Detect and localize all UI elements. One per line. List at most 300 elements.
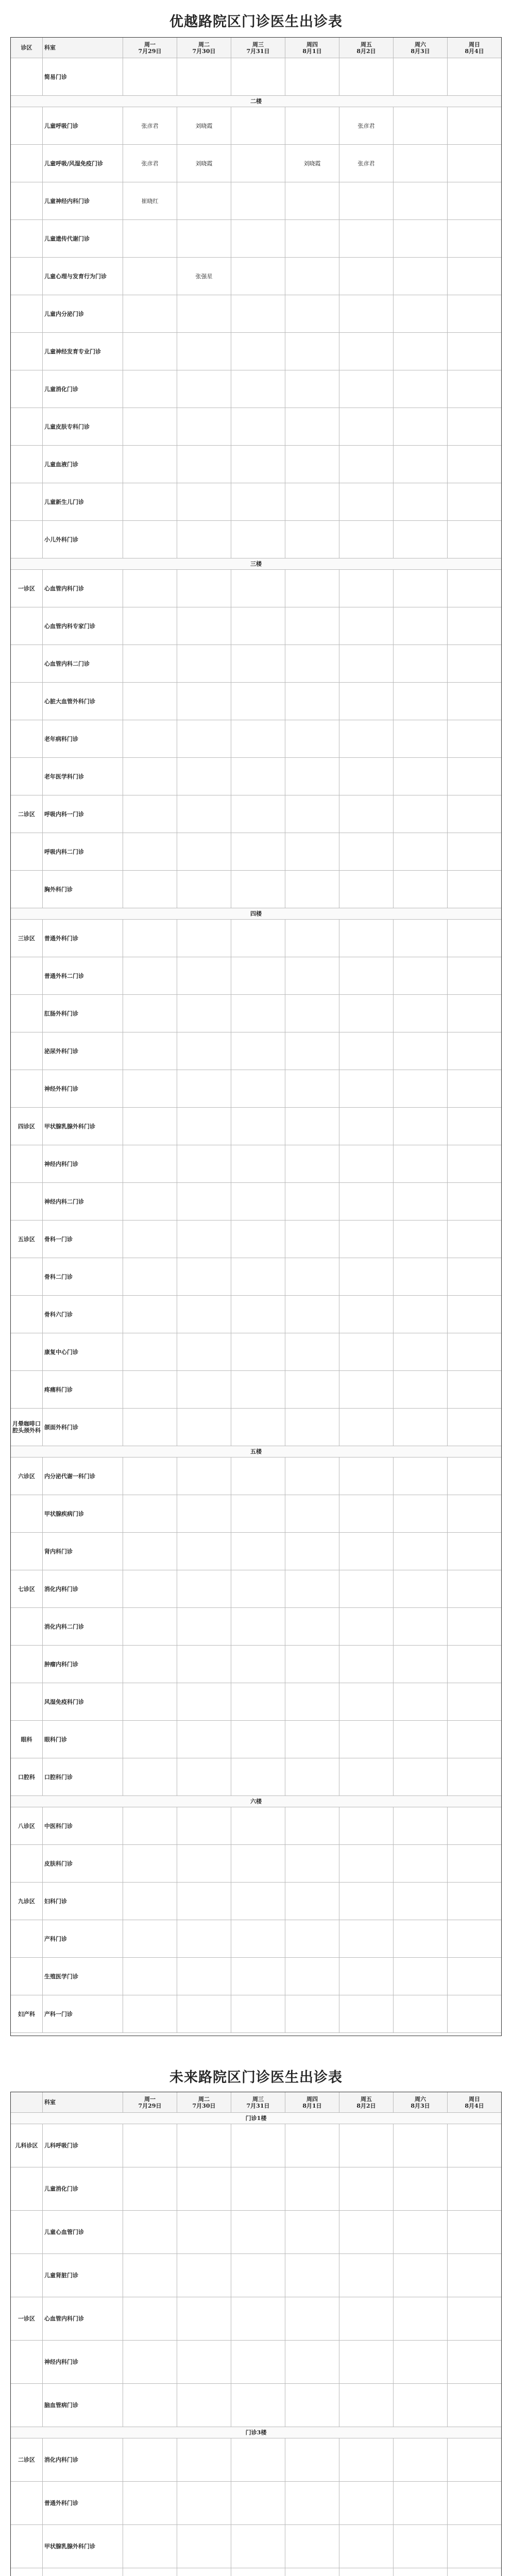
doctor-cell xyxy=(231,2568,285,2576)
doctor-cell xyxy=(339,2525,394,2568)
doctor-cell xyxy=(231,871,285,908)
doctor-cell xyxy=(177,1758,231,1795)
doctor-cell xyxy=(394,795,448,833)
doctor-cell xyxy=(177,182,231,219)
doctor-cell: 张彦君 xyxy=(123,107,177,144)
doctor-cell xyxy=(285,408,339,445)
doctor-cell xyxy=(123,1108,177,1145)
dept-cell: 风湿免疫科门诊 xyxy=(43,1683,123,1720)
doctor-cell xyxy=(231,1683,285,1720)
doctor-cell xyxy=(285,570,339,607)
table-row xyxy=(11,1371,501,1409)
doctor-cell xyxy=(285,1958,339,1995)
doctor-cell xyxy=(339,645,394,682)
table-row xyxy=(11,758,501,795)
doctor-cell xyxy=(448,2525,501,2568)
area-cell xyxy=(11,295,43,332)
doctor-cell xyxy=(231,333,285,370)
area-cell xyxy=(11,720,43,757)
doctor-cell xyxy=(123,446,177,483)
doctor-cell xyxy=(339,408,394,445)
table-row xyxy=(11,720,501,758)
doctor-cell: 崔晓红 xyxy=(123,182,177,219)
area-cell xyxy=(11,1183,43,1220)
doctor-cell xyxy=(177,871,231,908)
doctor-cell xyxy=(285,2124,339,2167)
doctor-cell xyxy=(394,2167,448,2210)
day-name: 周一 xyxy=(144,41,156,48)
doctor-cell xyxy=(231,1995,285,2032)
table-row xyxy=(11,2568,501,2576)
doctor-cell xyxy=(123,220,177,257)
doctor-cell xyxy=(285,107,339,144)
table-row xyxy=(11,258,501,295)
table-row xyxy=(11,871,501,908)
doctor-cell xyxy=(448,408,501,445)
doctor-cell xyxy=(394,871,448,908)
doctor-cell xyxy=(123,333,177,370)
doctor-cell xyxy=(394,1221,448,1258)
doctor-cell xyxy=(231,995,285,1032)
doctor-cell xyxy=(177,1333,231,1370)
doctor-cell xyxy=(177,570,231,607)
day-date: 8月2日 xyxy=(356,47,376,55)
doctor-cell xyxy=(394,1258,448,1295)
doctor-cell xyxy=(448,795,501,833)
table-row xyxy=(11,1258,501,1296)
doctor-cell xyxy=(394,1995,448,2032)
doctor-cell xyxy=(339,1920,394,1957)
doctor-cell xyxy=(285,720,339,757)
table-row xyxy=(11,2525,501,2568)
doctor-cell xyxy=(339,758,394,795)
doctor-cell xyxy=(448,182,501,219)
doctor-cell xyxy=(177,1458,231,1495)
doctor-cell xyxy=(285,483,339,520)
doctor-cell xyxy=(394,220,448,257)
doctor-cell xyxy=(123,58,177,95)
doctor-cell xyxy=(339,1883,394,1920)
day-name: 周三 xyxy=(252,41,264,48)
doctor-cell xyxy=(339,795,394,833)
dept-cell: 心脏大血管外科门诊 xyxy=(43,683,123,720)
doctor-cell xyxy=(448,1409,501,1446)
day-name: 周二 xyxy=(198,41,210,48)
area-cell xyxy=(11,645,43,682)
table-header xyxy=(11,38,501,58)
doctor-cell xyxy=(448,1721,501,1758)
dept-cell: 产科一门诊 xyxy=(43,1995,123,2032)
table-row xyxy=(11,1570,501,1608)
doctor-cell xyxy=(123,2568,177,2576)
dept-cell: 儿童神经发育专业门诊 xyxy=(43,333,123,370)
table-row xyxy=(11,521,501,558)
doctor-cell xyxy=(231,1758,285,1795)
doctor-cell xyxy=(339,2254,394,2297)
doctor-cell xyxy=(394,2384,448,2427)
doctor-cell xyxy=(123,570,177,607)
header-day xyxy=(177,2092,231,2112)
doctor-cell xyxy=(177,833,231,870)
doctor-cell xyxy=(123,1296,177,1333)
doctor-cell xyxy=(231,145,285,182)
doctor-cell xyxy=(394,1807,448,1844)
doctor-cell xyxy=(285,1758,339,1795)
doctor-cell xyxy=(123,957,177,994)
dept-cell: 甲状腺乳腺外科门诊 xyxy=(43,2525,123,2568)
doctor-cell xyxy=(448,607,501,645)
doctor-cell xyxy=(394,2254,448,2297)
doctor-cell xyxy=(394,483,448,520)
dept-cell: 神经内科门诊 xyxy=(43,2341,123,2383)
table-row xyxy=(11,2384,501,2427)
doctor-cell xyxy=(339,2341,394,2383)
doctor-cell: 张彦君 xyxy=(339,145,394,182)
header-day xyxy=(231,2092,285,2112)
doctor-cell xyxy=(231,295,285,332)
table-row xyxy=(11,957,501,995)
doctor-cell xyxy=(123,2525,177,2568)
doctor-cell xyxy=(448,1183,501,1220)
doctor-cell xyxy=(285,1108,339,1145)
day-date: 7月31日 xyxy=(246,2102,270,2109)
doctor-cell xyxy=(231,2211,285,2253)
doctor-cell xyxy=(123,833,177,870)
doctor-cell xyxy=(448,758,501,795)
doctor-cell xyxy=(394,1883,448,1920)
doctor-cell xyxy=(177,220,231,257)
doctor-cell xyxy=(285,645,339,682)
doctor-cell xyxy=(448,370,501,408)
doctor-cell xyxy=(231,521,285,558)
dept-cell: 消化内科门诊 xyxy=(43,2438,123,2481)
header-dept: 科室 xyxy=(43,2092,123,2112)
dept-cell: 普通外科二门诊 xyxy=(43,957,123,994)
doctor-cell xyxy=(448,1458,501,1495)
header-day xyxy=(394,2092,448,2112)
dept-cell: 脑血管病门诊 xyxy=(43,2384,123,2427)
doctor-cell xyxy=(123,2482,177,2524)
dept-cell: 儿童新生儿门诊 xyxy=(43,483,123,520)
doctor-cell xyxy=(285,683,339,720)
dept-cell: 肛肠外科门诊 xyxy=(43,995,123,1032)
doctor-cell xyxy=(394,1183,448,1220)
doctor-cell xyxy=(123,683,177,720)
doctor-cell xyxy=(177,2341,231,2383)
doctor-cell xyxy=(123,258,177,295)
doctor-cell xyxy=(448,920,501,957)
doctor-cell xyxy=(394,408,448,445)
doctor-cell xyxy=(231,1296,285,1333)
header-day xyxy=(448,38,501,58)
section-row xyxy=(11,1446,501,1458)
doctor-cell xyxy=(177,1683,231,1720)
doctor-cell xyxy=(394,1758,448,1795)
header-day xyxy=(123,2092,177,2112)
doctor-cell xyxy=(123,1646,177,1683)
doctor-cell xyxy=(448,1608,501,1645)
doctor-cell xyxy=(339,1258,394,1295)
doctor-cell xyxy=(448,957,501,994)
doctor-cell xyxy=(448,1258,501,1295)
section-label: 五楼 xyxy=(11,1446,501,1457)
table-row xyxy=(11,570,501,607)
dept-cell: 内分泌代谢一科门诊 xyxy=(43,1458,123,1495)
dept-cell: 泌尿外科门诊 xyxy=(43,1032,123,1070)
doctor-cell xyxy=(177,920,231,957)
doctor-cell: 张彦君 xyxy=(339,107,394,144)
doctor-cell xyxy=(394,645,448,682)
doctor-cell xyxy=(231,1070,285,1107)
doctor-cell xyxy=(339,607,394,645)
doctor-cell xyxy=(339,1995,394,2032)
area-cell xyxy=(11,1333,43,1370)
dept-cell: 骨科六门诊 xyxy=(43,1296,123,1333)
doctor-cell xyxy=(177,446,231,483)
doctor-cell xyxy=(177,795,231,833)
dept-cell: 肿瘤内科门诊 xyxy=(43,1646,123,1683)
doctor-cell xyxy=(285,2254,339,2297)
doctor-cell xyxy=(285,1995,339,2032)
doctor-cell xyxy=(285,1845,339,1882)
doctor-cell xyxy=(339,1458,394,1495)
doctor-cell xyxy=(448,1333,501,1370)
day-date: 7月29日 xyxy=(138,47,162,55)
doctor-cell xyxy=(394,1608,448,1645)
doctor-cell xyxy=(448,1683,501,1720)
area-cell xyxy=(11,1145,43,1182)
doctor-cell xyxy=(339,871,394,908)
doctor-cell: 刘晓霞 xyxy=(177,145,231,182)
doctor-cell xyxy=(339,2438,394,2481)
area-cell xyxy=(11,2341,43,2383)
area-cell xyxy=(11,1258,43,1295)
area-cell xyxy=(11,58,43,95)
dept-cell: 儿童呼吸/风湿免疫门诊 xyxy=(43,145,123,182)
doctor-cell xyxy=(448,570,501,607)
table-row xyxy=(11,1646,501,1683)
doctor-cell xyxy=(394,295,448,332)
area-cell xyxy=(11,1296,43,1333)
doctor-cell xyxy=(177,2384,231,2427)
doctor-cell xyxy=(394,758,448,795)
doctor-cell xyxy=(448,145,501,182)
doctor-cell xyxy=(339,333,394,370)
doctor-cell xyxy=(231,833,285,870)
doctor-cell xyxy=(285,1570,339,1607)
doctor-cell xyxy=(339,1608,394,1645)
doctor-cell xyxy=(339,1721,394,1758)
doctor-cell xyxy=(339,1296,394,1333)
doctor-cell xyxy=(448,683,501,720)
section-row xyxy=(11,558,501,570)
table-row xyxy=(11,1533,501,1570)
table-row xyxy=(11,220,501,258)
doctor-cell xyxy=(448,446,501,483)
doctor-cell xyxy=(231,58,285,95)
doctor-cell: 刘晓霞 xyxy=(285,145,339,182)
day-date: 7月30日 xyxy=(192,2102,216,2109)
area-cell xyxy=(11,1683,43,1720)
header-day xyxy=(231,38,285,58)
area-cell xyxy=(11,2525,43,2568)
table-row xyxy=(11,2167,501,2211)
day-name: 周六 xyxy=(415,2095,426,2103)
day-name: 周三 xyxy=(252,2095,264,2103)
doctor-cell xyxy=(448,1807,501,1844)
doctor-cell xyxy=(231,446,285,483)
area-cell xyxy=(11,1845,43,1882)
doctor-cell xyxy=(394,607,448,645)
area-cell xyxy=(11,145,43,182)
dept-cell: 消化内科二门诊 xyxy=(43,1608,123,1645)
doctor-cell xyxy=(394,1683,448,1720)
area-cell: 九诊区 xyxy=(11,1883,43,1920)
doctor-cell xyxy=(448,521,501,558)
doctor-cell xyxy=(231,370,285,408)
doctor-cell xyxy=(231,1409,285,1446)
area-cell: 六诊区 xyxy=(11,1458,43,1495)
doctor-cell xyxy=(123,1495,177,1532)
doctor-cell xyxy=(231,920,285,957)
doctor-cell xyxy=(339,1108,394,1145)
doctor-cell xyxy=(339,1807,394,1844)
table-row xyxy=(11,408,501,446)
doctor-cell xyxy=(394,1646,448,1683)
area-cell xyxy=(11,333,43,370)
doctor-cell xyxy=(448,1533,501,1570)
doctor-cell xyxy=(448,2568,501,2576)
doctor-cell: 刘晓霞 xyxy=(177,107,231,144)
doctor-cell xyxy=(231,1333,285,1370)
doctor-cell xyxy=(123,1958,177,1995)
doctor-cell xyxy=(177,2297,231,2340)
area-cell xyxy=(11,2384,43,2427)
doctor-cell xyxy=(394,1533,448,1570)
table-row xyxy=(11,2254,501,2297)
doctor-cell xyxy=(177,995,231,1032)
dept-cell: 心血管内科二门诊 xyxy=(43,645,123,682)
doctor-cell xyxy=(123,1845,177,1882)
doctor-cell xyxy=(448,2167,501,2210)
dept-cell: 眼科门诊 xyxy=(43,1721,123,1758)
doctor-cell xyxy=(231,220,285,257)
area-cell xyxy=(11,446,43,483)
doctor-cell xyxy=(285,521,339,558)
dept-cell: 甲状腺乳腺外科门诊 xyxy=(43,1108,123,1145)
doctor-cell xyxy=(285,1883,339,1920)
doctor-cell xyxy=(231,570,285,607)
doctor-cell xyxy=(448,1570,501,1607)
doctor-cell xyxy=(339,1533,394,1570)
doctor-cell xyxy=(394,333,448,370)
area-cell xyxy=(11,408,43,445)
dept-cell: 简易门诊 xyxy=(43,58,123,95)
dept-cell: 儿童皮肤专科门诊 xyxy=(43,408,123,445)
doctor-cell xyxy=(123,1258,177,1295)
doctor-cell xyxy=(177,1409,231,1446)
dept-cell: 骨科一门诊 xyxy=(43,1221,123,1258)
doctor-cell xyxy=(394,957,448,994)
doctor-cell xyxy=(231,1958,285,1995)
doctor-cell xyxy=(123,1570,177,1607)
section-label: 六楼 xyxy=(11,1796,501,1807)
doctor-cell xyxy=(394,2482,448,2524)
doctor-cell xyxy=(231,2297,285,2340)
doctor-cell xyxy=(394,1570,448,1607)
doctor-cell xyxy=(448,1646,501,1683)
day-date: 8月1日 xyxy=(302,47,322,55)
doctor-cell xyxy=(123,1721,177,1758)
doctor-cell xyxy=(123,370,177,408)
doctor-cell xyxy=(231,107,285,144)
doctor-cell xyxy=(177,1032,231,1070)
doctor-cell xyxy=(231,683,285,720)
area-cell: 一诊区 xyxy=(11,2297,43,2340)
area-cell: 二诊区 xyxy=(11,2438,43,2481)
doctor-cell xyxy=(123,607,177,645)
doctor-cell xyxy=(177,1258,231,1295)
doctor-cell xyxy=(285,1409,339,1446)
doctor-cell xyxy=(339,995,394,1032)
doctor-cell xyxy=(339,570,394,607)
doctor-cell xyxy=(123,1032,177,1070)
area-cell xyxy=(11,2568,43,2576)
doctor-cell xyxy=(231,2384,285,2427)
doctor-cell xyxy=(177,2525,231,2568)
doctor-cell xyxy=(123,758,177,795)
doctor-cell xyxy=(123,2384,177,2427)
table-row xyxy=(11,182,501,220)
doctor-cell xyxy=(448,333,501,370)
doctor-cell xyxy=(285,920,339,957)
dept-cell: 妇科门诊 xyxy=(43,1883,123,1920)
day-name: 周日 xyxy=(469,2095,480,2103)
doctor-cell xyxy=(285,2525,339,2568)
doctor-cell xyxy=(123,408,177,445)
day-date: 8月3日 xyxy=(411,47,430,55)
dept-cell: 呼吸内科二门诊 xyxy=(43,833,123,870)
doctor-cell xyxy=(339,2297,394,2340)
area-cell xyxy=(11,2254,43,2297)
doctor-cell xyxy=(177,295,231,332)
doctor-cell xyxy=(177,1646,231,1683)
table-row xyxy=(11,1296,501,1333)
doctor-cell xyxy=(285,446,339,483)
doctor-cell xyxy=(285,607,339,645)
area-cell xyxy=(11,220,43,257)
doctor-cell xyxy=(177,720,231,757)
doctor-cell xyxy=(339,1371,394,1408)
doctor-cell xyxy=(231,1721,285,1758)
doctor-cell xyxy=(285,1221,339,1258)
dept-cell: 儿童遗传代谢门诊 xyxy=(43,220,123,257)
table-row xyxy=(11,1458,501,1495)
doctor-cell xyxy=(177,2438,231,2481)
doctor-cell xyxy=(285,1646,339,1683)
doctor-cell xyxy=(177,1070,231,1107)
area-cell: 儿科诊区 xyxy=(11,2124,43,2167)
doctor-cell xyxy=(231,483,285,520)
doctor-cell xyxy=(448,1958,501,1995)
table-row xyxy=(11,2124,501,2167)
dept-cell: 肾内科门诊 xyxy=(43,1533,123,1570)
doctor-cell xyxy=(339,957,394,994)
doctor-cell xyxy=(177,1221,231,1258)
doctor-cell xyxy=(123,1070,177,1107)
doctor-cell xyxy=(285,2438,339,2481)
dept-cell: 老年医学科门诊 xyxy=(43,758,123,795)
